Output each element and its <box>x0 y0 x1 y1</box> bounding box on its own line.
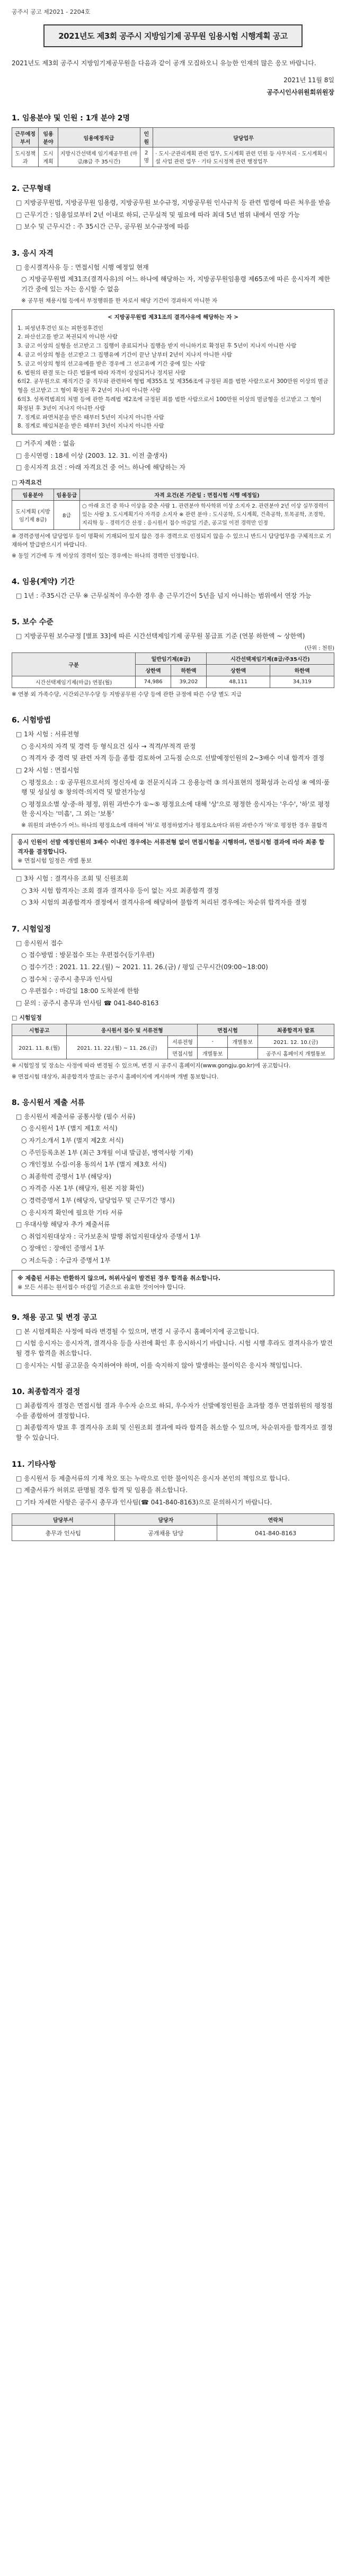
disqualification-box <box>12 309 334 434</box>
text-line: □ 우대사항 해당자 추가 제출서류 <box>16 1221 110 1229</box>
table-row <box>12 1036 334 1048</box>
table-cell: 도시계획 (지방임기제 8급) <box>12 500 54 529</box>
box-line: 5. 금고 이상의 형의 선고유예를 받은 경우에 그 선고유예 기간 중에 있는 사람 <box>17 360 206 367</box>
text-line: □ 응시자격 요건 : 아래 자격요건 중 어느 하나에 해당하는 자 <box>16 464 186 472</box>
table-cell: 총무과 인사팀 <box>12 1526 115 1541</box>
table-cell: 8급 <box>54 500 80 529</box>
table-cell: 도시정책과 <box>12 147 39 167</box>
text-line: □ 응시원서 접수 <box>16 939 63 947</box>
box-line: 6. 법원의 판결 또는 다른 법률에 따라 자격이 상실되거나 정지된 사람 <box>17 369 186 376</box>
text-line: □ 2차 시험 : 면접시험 <box>16 767 79 774</box>
text-line: □ 응시연령 : 18세 이상 (2003. 12. 31. 이전 출생자) <box>16 451 167 459</box>
text-line: ○ 접수기간 : 2021. 11. 22.(월) ~ 2021. 11. 26.(금) / 평일 근무시간(09:00~18:00) <box>21 963 268 971</box>
text-line: ○ 접수방법 : 방문접수 또는 우편접수(등기우편) <box>21 951 155 959</box>
text-line: ○ 적격자 중 경력 및 관련 자격 등을 종합 검토하여 고득점 순으로 선발예정인원의 2~3배수 이내 합격자 결정 <box>21 754 325 762</box>
text-line: □ 응시원서 등 제출서류의 기재 착오 또는 누락으로 인한 불이익은 응시자 본인의 책임으로 합니다. <box>16 1474 290 1482</box>
note-line: ※ 경력증명서에 담당업무 등이 명확히 기재되어 있지 않은 경우 경력으로 인정되지 않을 수 있으니 반드시 담당업무를 구체적으로 기재하여 발급받으시기 바랍니다. <box>12 533 332 549</box>
table-header: 최종합격자 발표 <box>258 1024 334 1036</box>
table-header: 시험공고 <box>12 1024 67 1036</box>
section-1-heading: 1. 임용분야 및 인원 : 1개 분야 2명 <box>12 114 130 123</box>
text-line: ○ 접수처 : 공주시 총무과 인사팀 <box>21 975 113 983</box>
section-6-heading: 6. 시험방법 <box>12 716 51 725</box>
box-line: 7. 징계로 파면처분을 받은 때부터 5년이 지나지 아니한 사람 <box>17 414 164 421</box>
text-line: ○ 3차 시험의 최종합격자 결정에서 결격사유에 해당하여 불합격 처리된 경우에는 차순위 합격자를 결정 <box>21 899 307 907</box>
notice-date: 2021년 11월 8일 <box>283 76 334 84</box>
box-line: 2. 파산선고를 받고 복권되지 아니한 사람 <box>17 334 118 341</box>
table-cell: 041-840-8163 <box>217 1526 334 1541</box>
box-line: ※ 모든 서류는 원서접수 마감일 기준으로 유효한 것이어야 합니다. <box>17 1284 185 1291</box>
contact-table <box>12 1513 334 1541</box>
table-header: 응시원서 접수 및 서류전형 <box>67 1024 198 1036</box>
text-line: □ 본 시험계획은 사정에 따라 변경될 수 있으며, 변경 시 공주시 홈페이지에 공고합니다. <box>16 1327 259 1335</box>
table-row <box>12 500 334 529</box>
box-line: ※ 제출된 서류는 반환하지 않으며, 허위사실이 발견된 경우 합격을 취소합니다. <box>17 1274 220 1282</box>
text-line: ○ 개인정보 수집·이용 동의서 1부 (별지 제3호 서식) <box>21 1161 167 1169</box>
table-header: 인원 <box>140 128 153 147</box>
table-header: 임용분야 <box>12 489 54 500</box>
section-8-heading: 8. 응시원서 제출 서류 <box>12 1098 85 1107</box>
table-cell: 2021. 12. 10.(금) <box>258 1036 334 1048</box>
notice-number: 공주시 공고 제2021 - 2204호 <box>12 8 91 15</box>
issuing-org: 공주시인사위원회위원장 <box>267 89 334 96</box>
text-line: ○ 우편접수 : 마감일 18:00 도착분에 한함 <box>21 987 139 995</box>
text-line: ○ 경력증명서 1부 (해당자, 담당업무 및 근무기간 명시) <box>21 1197 175 1205</box>
salary-table <box>12 652 334 688</box>
text-line: ※ 공무원 채용시험 등에서 부정행위를 한 자로서 해당 기간이 경과하지 아니한 자 <box>21 297 218 304</box>
text-line: ○ 장애인 : 장애인 증명서 1부 <box>21 1245 105 1252</box>
table-cell <box>227 1048 258 1059</box>
table-header: 하한액 <box>270 664 334 676</box>
table-header: 근무예정 부서 <box>12 128 39 147</box>
positions-table <box>12 127 334 167</box>
section-11-heading: 11. 기타사항 <box>12 1460 56 1469</box>
text-line: □ 최종합격자 발표 후 결격사유 조회 및 신원조회 결과에 따라 합격을 취소할 수 있으며, 차순위자를 합격자로 결정할 수 있습니다. <box>16 1424 333 1441</box>
table-caption: □ 시험일정 <box>12 1014 42 1022</box>
text-line: ※ 위원의 과반수가 어느 하나의 평정요소에 대하여 '하'로 평정하였거나 평정요소마다 위원 과반수가 '하'로 평정한 경우 불합격 <box>21 822 327 829</box>
table-cell: · 도시·군관리계획 관련 업무, 도시계획 관련 민원 등 사무처리 · 도시계획시설 사업 관련 업무 · 기타 도시정책 관련 행정업무 <box>153 147 334 167</box>
section-5-heading: 5. 보수 수준 <box>12 618 54 627</box>
box-line: 응시 인원이 선발 예정인원의 3배수 이내인 경우에는 서류전형 없이 면접시험을 시행하며, 면접시험 결과에 따라 최종 합격자를 결정합니다. <box>17 839 325 855</box>
table-cell: 공개채용 담당 <box>114 1526 217 1541</box>
table-cell: 48,111 <box>206 676 270 687</box>
table-header: 임용분야 <box>39 128 58 147</box>
note-line: ※ 연봉 외 가족수당, 시간외근무수당 등 지방공무원 수당 등에 관한 규정에 따른 수당 별도 지급 <box>12 691 242 698</box>
unit-label: (단위 : 천원) <box>304 645 334 651</box>
section-2-heading: 2. 근무형태 <box>12 185 51 193</box>
text-line: ○ 최종학력 증명서 1부 (해당자) <box>21 1172 112 1180</box>
table-header-row <box>12 128 334 147</box>
table-cell: 74,986 <box>136 676 171 687</box>
text-line: □ 지방공무원법, 지방공무원 임용령, 지방공무원 보수규정, 지방공무원 인사규칙 등 관련 법령에 따른 처우를 받음 <box>16 199 331 206</box>
table-cell: 2021. 11. 8.(월) <box>12 1036 67 1059</box>
box-line: ※ 면접시험 일정은 개별 통보 <box>17 857 92 865</box>
text-line: ○ 저소득층 : 수급자 증명서 1부 <box>21 1257 111 1265</box>
box-line: 6의3. 성폭력범죄의 처벌 등에 관한 특례법 제2조에 규정된 죄를 범한 사람으로서 100만원 이상의 벌금형을 선고받고 그 형이 확정된 후 3년이 지나지 아니한 사람 <box>17 396 322 412</box>
table-cell: 서류전형 <box>167 1036 198 1048</box>
box-title: < 지방공무원법 제31조의 결격사유에 해당하는 자 > <box>108 314 238 320</box>
box-line: 1. 피성년후견인 또는 피한정후견인 <box>17 325 104 332</box>
documents-note-box <box>12 1270 334 1296</box>
box-line: 8. 징계로 해임처분을 받은 때부터 3년이 지나지 아니한 사람 <box>17 423 164 430</box>
text-line: □ 제출서류가 허위로 판명될 경우 합격 및 임용을 취소합니다. <box>16 1486 188 1494</box>
text-line: □ 최종합격자 결정은 면접시험 결과 우수자 순으로 하되, 우수자가 선발예정인원을 초과할 경우 면접위원의 평정점수를 종합하여 결정합니다. <box>16 1402 333 1420</box>
text-line: □ 지방공무원 보수규정 [별표 33]에 따른 시간선택제임기제 공무원 봉급표 기준 (연봉 하한액 ~ 상한액) <box>16 632 305 640</box>
table-row <box>12 147 334 167</box>
table-cell: 공주시 홈페이지 개별통보 <box>258 1048 334 1059</box>
text-line: □ 근무기간 : 임용일로부터 2년 이내로 하되, 근무실적 및 필요에 따라 최대 5년 범위 내에서 연장 가능 <box>16 211 300 219</box>
text-line: □ 기타 자세한 사항은 공주시 총무과 인사팀(☎ 041-840-8163)으로 문의하시기 바랍니다. <box>16 1498 272 1506</box>
section-3-heading: 3. 응시 자격 <box>12 249 54 258</box>
text-line: ○ 취업지원대상자 : 국가보훈처 발행 취업지원대상자 증명서 1부 <box>21 1232 201 1240</box>
text-line: □ 응시결격사유 등 : 면접시험 시행 예정일 현재 <box>16 263 149 271</box>
text-line: □ 3차 시험 : 결격사유 조회 및 신원조회 <box>16 875 129 883</box>
text-line: ○ 3차 시험 합격자는 조회 결과 결격사유 등이 없는 자로 최종합격 결정 <box>21 886 219 894</box>
table-cell: 시간선택제임기제(마급) 연봉(월) <box>12 676 136 687</box>
qualification-table <box>12 489 334 530</box>
table-cell: 지방시간선택제 임기제공무원 (마급/8급 주 35시간) <box>58 147 140 167</box>
table-cell: 39,202 <box>171 676 207 687</box>
table-header: 일반임기제(8급) <box>136 652 207 664</box>
note-line: ※ 동일 기간에 두 개 이상의 경력이 있는 경우에는 하나의 경력만 인정합니다. <box>12 552 199 559</box>
table-cell: 2명 <box>140 147 153 167</box>
section-4-heading: 4. 임용(계약) 기간 <box>12 577 75 586</box>
section-7-heading: 7. 시험일정 <box>12 925 51 934</box>
table-header: 임용예정직급 <box>58 128 140 147</box>
table-header: 상한액 <box>136 664 171 676</box>
table-cell: ○ 아래 요건 중 하나 이상을 갖춘 사람 1. 관련분야 학사학위 이상 소지자 2. 관련분야 2년 이상 실무경력이 있는 사람 3. 도시계획기사 자격증 소지자 ※ 관련 분야 : 도시공학, 도시계획, 건축공학, 토목공학, 조경학, 지리학 등 - 경력기간 산정 : 응시원서 접수 마감일 기준, 공고일 이전 경력만 인정 <box>80 500 334 529</box>
table-header: 구분 <box>12 652 136 676</box>
table-cell: 면접시험 <box>167 1048 198 1059</box>
page-title: 2021년도 제3회 공주시 지방임기제 공무원 임용시험 시행계획 공고 <box>43 24 303 47</box>
box-line: 6의2. 공무원으로 재직기간 중 직무와 관련하여 형법 제355조 및 제356조에 규정된 죄를 범한 사람으로서 300만원 이상의 벌금형을 선고받고 그 형이 확정된 후 2년이 지나지 아니한 사람 <box>17 378 329 394</box>
table-header-row <box>12 1024 334 1036</box>
table-cell: 개별통보 <box>198 1048 228 1059</box>
table-header: 자격 요건(본 기준일 : 면접시험 시행 예정일) <box>80 489 334 500</box>
section-10-heading: 10. 최종합격자 결정 <box>12 1388 81 1397</box>
table-cell: 34,319 <box>270 676 334 687</box>
text-line: □ 1년 : 주35시간 근무 ※ 근무실적이 우수한 경우 총 근무기간이 5년을 넘지 아니하는 범위에서 연장 가능 <box>16 591 312 599</box>
note-line: ※ 면접시험 대상자, 최종합격자 발표는 공주시 홈페이지에 게시하며 개별 통보합니다. <box>12 1073 219 1080</box>
section-9-heading: 9. 채용 공고 및 변경 공고 <box>12 1313 97 1322</box>
table-header: 면접시험 <box>198 1024 258 1036</box>
box-line: 4. 금고 이상의 형을 선고받고 그 집행유예 기간이 끝난 날부터 2년이 지나지 아니한 사람 <box>17 352 232 359</box>
text-line: ○ 지방공무원법 제31조(결격사유)의 어느 하나에 해당하는 자, 지방공무원임용령 제65조에 따른 응시자격 제한기간 중에 있는 자는 응시할 수 없음 <box>21 275 331 293</box>
table-row <box>12 1526 334 1541</box>
text-line: □ 응시원서 제출서류 공통사항 (필수 서류) <box>16 1112 136 1120</box>
table-cell: - <box>198 1036 228 1048</box>
table-cell: 도시계획 <box>39 147 58 167</box>
interview-note-box <box>12 834 334 869</box>
table-header: 시간선택제임기제(8급/주35시간) <box>206 652 334 664</box>
box-line: 3. 금고 이상의 실형을 선고받고 그 집행이 종료되거나 집행을 받지 아니하기로 확정된 후 5년이 지나지 아니한 사람 <box>17 343 297 350</box>
text-line: ○ 평정요소별 상·중·하 평정, 위원 과반수가 ①~⑤ 평정요소에 대해 '상'으로 평정한 응시자는 '우수', '하'로 평정한 응시자는 '미흡', 그 외는 '보통' <box>21 800 330 818</box>
table-header: 하한액 <box>171 664 207 676</box>
text-line: ○ 응시원서 1부 (별지 제1호 서식) <box>21 1125 118 1133</box>
table-header-row <box>12 1514 334 1526</box>
table-header-row <box>12 489 334 500</box>
text-line: ○ 자격증 사본 1부 (해당자, 원본 지참 확인) <box>21 1185 144 1193</box>
schedule-table <box>12 1024 334 1059</box>
table-cell: 2021. 11. 22.(월) ~ 11. 26.(금) <box>67 1036 168 1059</box>
text-line: ○ 응시자격 확인에 필요한 기타 서류 <box>21 1208 123 1216</box>
note-line: ※ 시험일정 및 장소는 사정에 따라 변경될 수 있으며, 변경 시 공주시 홈페이지(www.gongju.go.kr)에 공고합니다. <box>12 1063 291 1069</box>
text-line: □ 거주지 제한 : 없음 <box>16 440 75 448</box>
text-line: □ 1차 시험 : 서류전형 <box>16 730 79 738</box>
table-header: 임용등급 <box>54 489 80 500</box>
table-header-row <box>12 652 334 664</box>
table-header: 상한액 <box>206 664 270 676</box>
table-header: 담당업무 <box>153 128 334 147</box>
text-line: □ 응시자는 시험 공고문을 숙지하여야 하며, 이를 숙지하지 않아 발생하는 불이익은 응시자 책임입니다. <box>16 1361 303 1369</box>
table-row <box>12 676 334 687</box>
text-line: □ 문의 : 공주시 총무과 인사팀 ☎ 041-840-8163 <box>16 999 159 1007</box>
text-line: □ 시험 응시자는 응시자격, 결격사유 등을 사전에 확인 후 응시하시기 바랍니다. 시험 시행 후라도 결격사유가 발견될 경우 합격을 취소합니다. <box>16 1339 333 1357</box>
text-line: ○ 자기소개서 1부 (별지 제2호 서식) <box>21 1137 124 1145</box>
text-line: ○ 응시자의 자격 및 경력 등 형식요건 심사 → 적격/부적격 판정 <box>21 742 196 750</box>
text-line: ○ 주민등록초본 1부 (최근 3개월 이내 발급분, 병역사항 기재) <box>21 1148 193 1156</box>
intro-text: 2021년도 제3회 공주시 지방임기제공무원을 다음과 같이 공개 모집하오니 유능한 인재의 많은 응모 바랍니다. <box>12 59 316 67</box>
table-header: 연락처 <box>217 1514 334 1526</box>
table-header: 담당자 <box>114 1514 217 1526</box>
table-cell: 개별통보 <box>227 1036 258 1048</box>
text-line: □ 보수 및 근무시간 : 주 35시간 근무, 공무원 보수규정에 따름 <box>16 223 190 231</box>
table-caption: □ 자격요건 <box>12 478 42 486</box>
table-header: 담당부서 <box>12 1514 115 1526</box>
text-line: ○ 평정요소 : ① 공무원으로서의 정신자세 ② 전문지식과 그 응용능력 ③ 의사표현의 정확성과 논리성 ④ 예의·품행 및 성실성 ⑤ 창의력·의지력 및 발전가능성 <box>21 778 330 796</box>
